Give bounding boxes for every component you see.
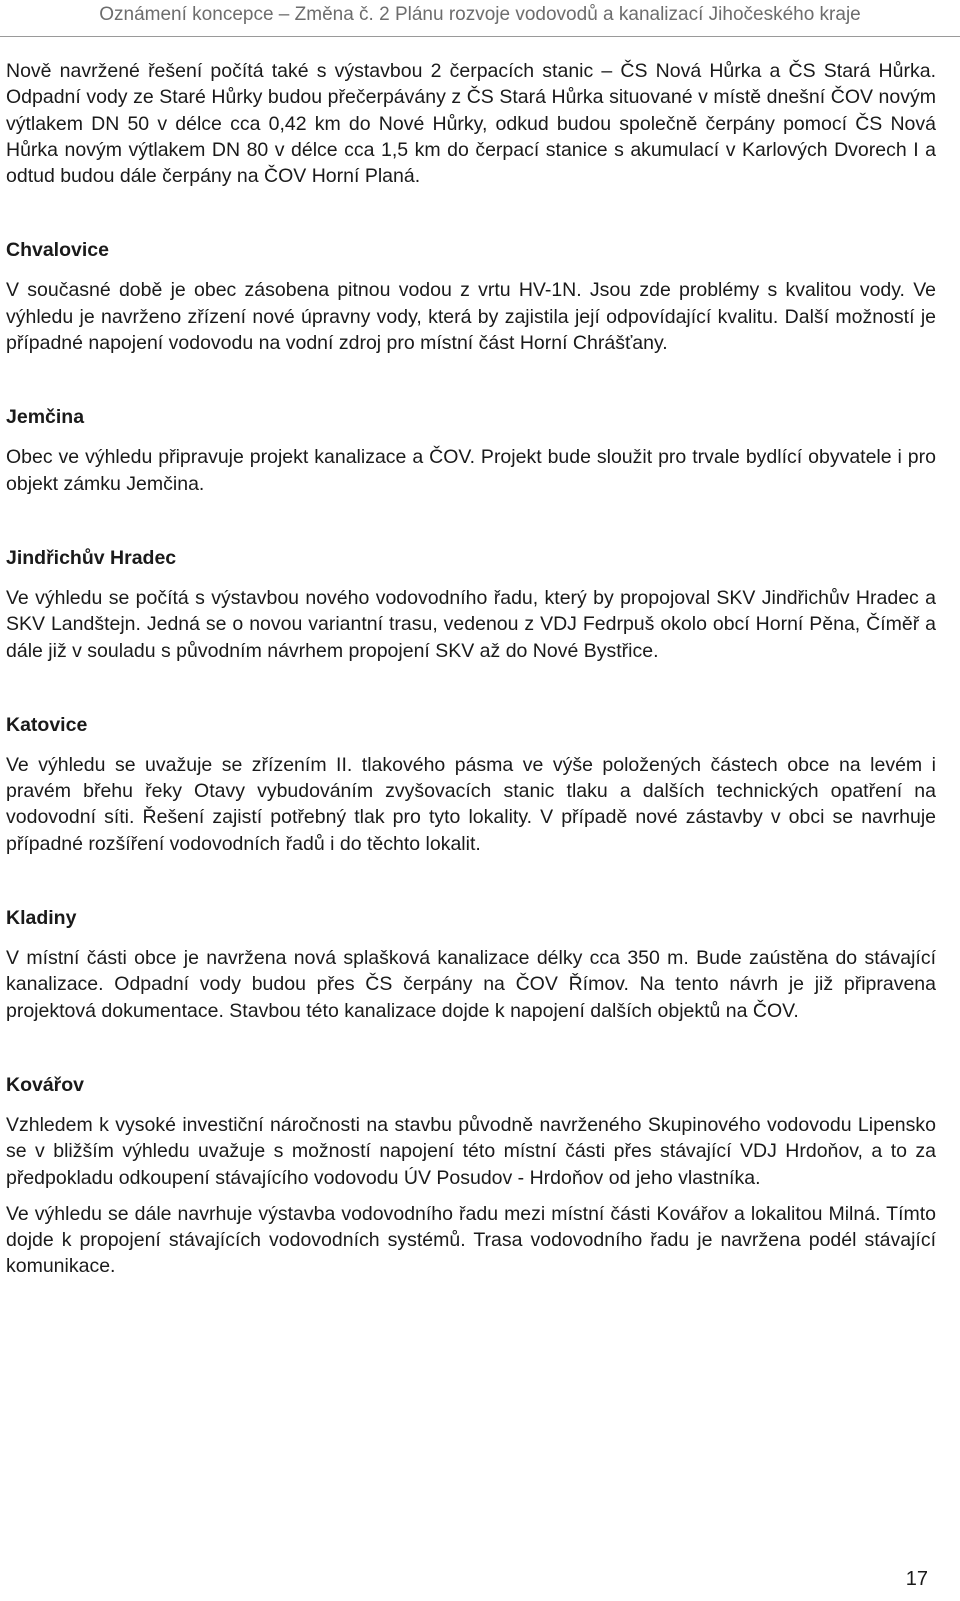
section-title-chvalovice: Chvalovice bbox=[6, 239, 109, 262]
section-title-kladiny: Kladiny bbox=[6, 907, 77, 930]
page-number: 17 bbox=[905, 1568, 928, 1590]
section-title-jindrichuv-hradec: Jindřichův Hradec bbox=[6, 546, 177, 569]
section-title-katovice: Katovice bbox=[6, 713, 88, 736]
section-paragraph-kovarov-1: Vzhledem k vysoké investiční náročnosti na stavbu původně navrženého Skupinového vodovodu Lipensko se v bližším výhledu uvažuje s možností napojení této místní části přes stávající VDJ Hrdoňov, a to za předpokladu odkoupení stávajícího vodovodu ÚV Posudov - Hrdoňov od jeho vlastníka. bbox=[6, 1113, 936, 1189]
section-paragraph-chvalovice: V současné době je obec zásobena pitnou vodou z vrtu HV-1N. Jsou zde problémy s kvalitou vody. Ve výhledu je navrženo zřízení nové úpravny vody, která by zajistila její odpovídající kvalitu. Další možností je případné napojení vodovodu na vodní zdroj pro místní část Horní Chrášťany. bbox=[6, 279, 936, 355]
document-body bbox=[6, 58, 936, 1280]
section-title-kovarov: Kovářov bbox=[6, 1073, 85, 1096]
section-paragraph-kladiny: V místní části obce je navržena nová splašková kanalizace délky cca 350 m. Bude zaústěna do stávající kanalizace. Odpadní vody budou přes ČS čerpány na ČOV Římov. Na tento návrh je již připravena projektová dokumentace. Stavbou této kanalizace dojde k napojení dalších objektů na ČOV. bbox=[6, 947, 936, 1022]
section-paragraph-jemcina: Obec ve výhledu připravuje projekt kanalizace a ČOV. Projekt bude sloužit pro trvale bydlící obyvatele i pro objekt zámku Jemčina. bbox=[6, 446, 936, 495]
header-divider bbox=[0, 36, 960, 37]
section-paragraph-kovarov-2: Ve výhledu se dále navrhuje výstavba vodovodního řadu mezi místní části Kovářov a lokalitou Milná. Tímto dojde k propojení stávajících vodovodních systémů. Trasa vodovodního řadu je navržena podél stávající komunikace. bbox=[6, 1202, 936, 1278]
section-paragraph-katovice: Ve výhledu se uvažuje se zřízením II. tlakového pásma ve výše položených částech obce na levém i pravém břehu řeky Otavy vybudováním zvyšovacích stanic tlaku a dalších technických opatření na vodovodní síti. Řešení zajistí potřebný tlak pro tyto lokality. V případě nové zástavby v obci se navrhuje případné rozšíření vodovodních řadů i do těchto lokalit. bbox=[6, 753, 936, 855]
section-title-jemcina: Jemčina bbox=[6, 406, 85, 429]
running-header: Oznámení koncepce – Změna č. 2 Plánu rozvoje vodovodů a kanalizací Jihočeského kraje bbox=[99, 4, 861, 25]
section-paragraph-jindrichuv-hradec: Ve výhledu se počítá s výstavbou nového vodovodního řadu, který by propojoval SKV Jindřichův Hradec a SKV Landštejn. Jedná se o novou variantní trasu, vedenou z VDJ Fedrpuš okolo obcí Horní Pěna, Číměř a dále již v souladu s původním návrhem propojení SKV až do Nové Bystřice. bbox=[6, 586, 936, 662]
intro-paragraph: Nově navržené řešení počítá také s výstavbou 2 čerpacích stanic – ČS Nová Hůrka a ČS Stará Hůrka. Odpadní vody ze Staré Hůrky budou přečerpávány z ČS Stará Hůrka situované v místě dnešní ČOV novým výtlakem DN 50 v délce cca 0,42 km do Nové Hůrky, odkud budou společně čerpány pomocí ČS Nová Hůrka novým výtlakem DN 80 v délce cca 1,5 km do čerpací stanice s akumulací v Karlových Dvorech I a odtud budou dále čerpány na ČOV Horní Planá. bbox=[6, 60, 936, 188]
